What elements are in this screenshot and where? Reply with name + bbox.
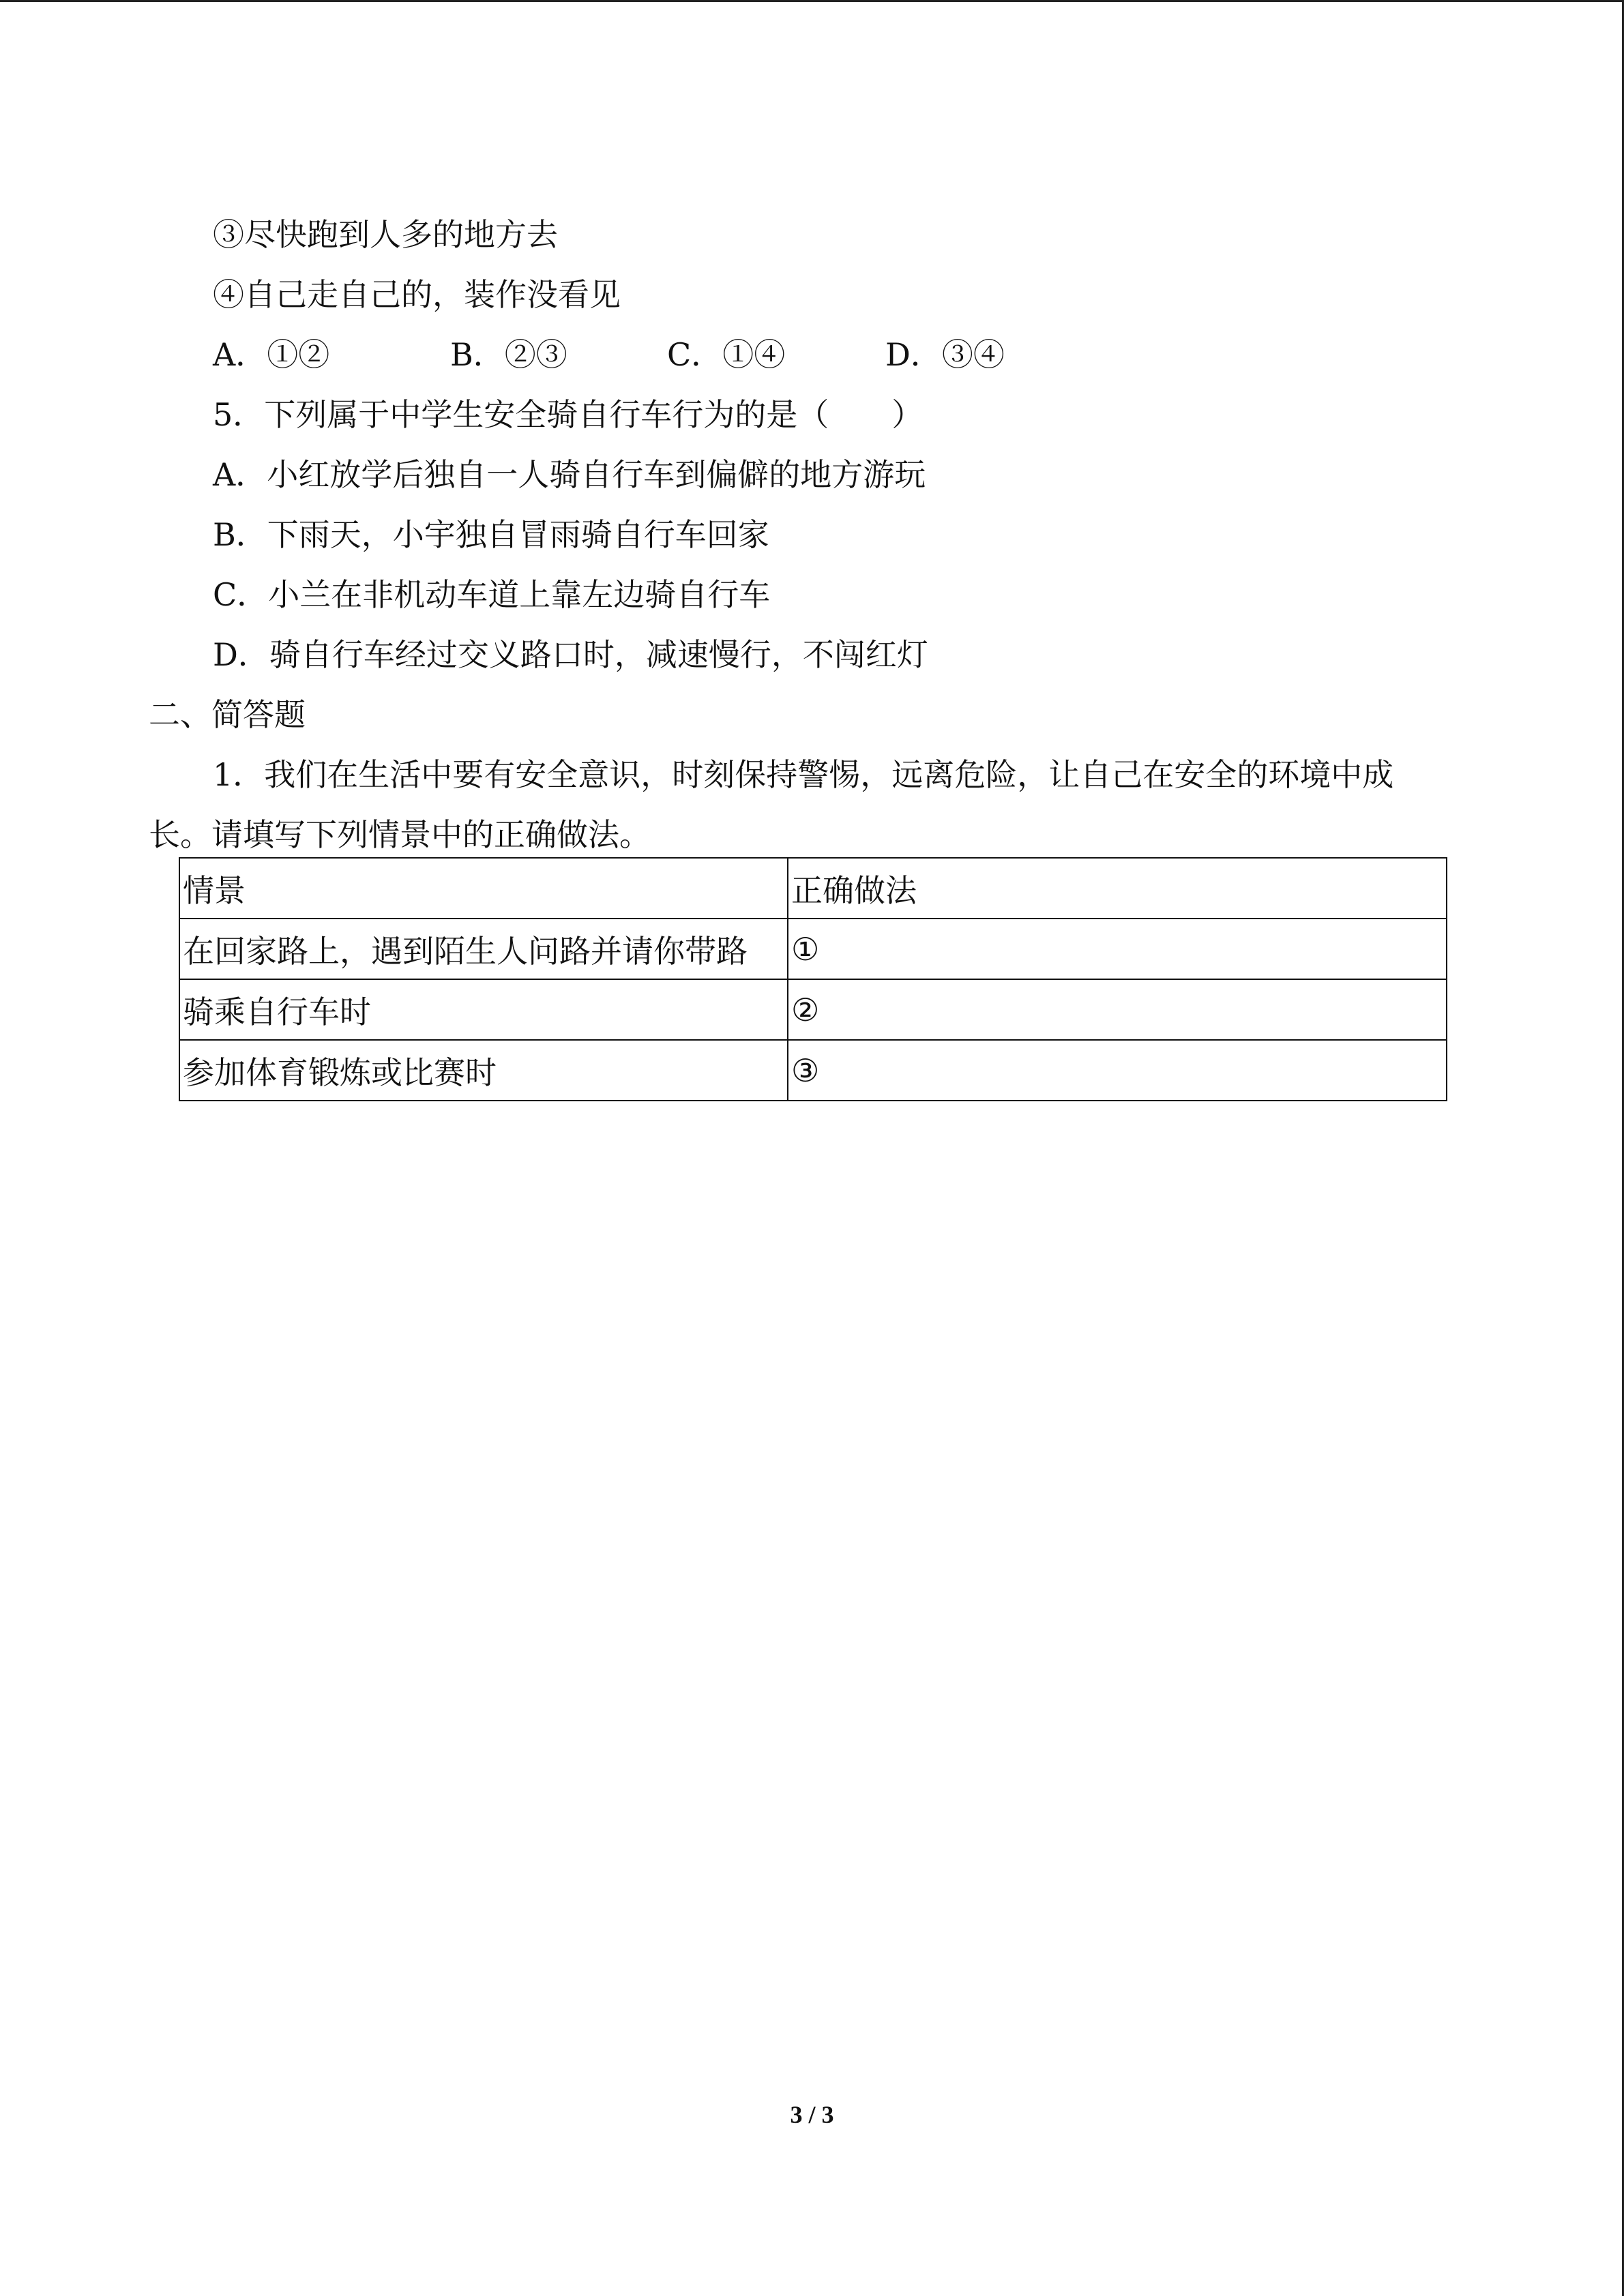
- table-header-scenario: 情景: [179, 858, 788, 919]
- choice-item-4: ④自己走自己的，装作没看见: [213, 276, 621, 313]
- table-header-correct-action: 正确做法: [788, 858, 1447, 919]
- table-row: [179, 979, 1447, 1040]
- table-row: [179, 919, 1447, 979]
- table-cell-scenario: 在回家路上，遇到陌生人问路并请你带路: [179, 919, 788, 979]
- q5-option-c: C．小兰在非机动车道上靠左边骑自行车: [213, 576, 771, 613]
- table-cell-scenario: 骑乘自行车时: [179, 979, 788, 1040]
- page-number: 3 / 3: [790, 2101, 834, 2128]
- question-5-stem: 5．下列属于中学生安全骑自行车行为的是（ ）: [213, 396, 924, 433]
- short-answer-1-line1: 1．我们在生活中要有安全意识，时刻保持警惕，远离危险，让自己在安全的环境中成: [213, 756, 1394, 793]
- short-answer-1-line2: 长。请填写下列情景中的正确做法。: [149, 816, 651, 853]
- q5-option-d: D．骑自行车经过交义路口时，减速慢行，不闯红灯: [213, 636, 928, 673]
- table-cell-answer: ①: [788, 919, 1447, 979]
- table-row: [179, 1040, 1447, 1101]
- q4-option-b: B．②③: [450, 336, 567, 373]
- table-cell-scenario: 参加体育锻炼或比赛时: [179, 1040, 788, 1101]
- table-cell-answer: ②: [788, 979, 1447, 1040]
- q5-option-b: B．下雨天，小宇独自冒雨骑自行车回家: [213, 516, 769, 553]
- choice-item-3: ③尽快跑到人多的地方去: [213, 216, 558, 253]
- table-cell-answer: ③: [788, 1040, 1447, 1101]
- section-title: 二、简答题: [149, 696, 306, 733]
- q4-option-a: A．①②: [213, 336, 330, 373]
- answer-table: [179, 857, 1447, 1101]
- q4-option-d: D．③④: [885, 336, 1005, 373]
- q4-option-c: C．①④: [667, 336, 786, 373]
- q5-option-a: A．小红放学后独自一人骑自行车到偏僻的地方游玩: [213, 456, 926, 493]
- table-header-row: [179, 858, 1447, 919]
